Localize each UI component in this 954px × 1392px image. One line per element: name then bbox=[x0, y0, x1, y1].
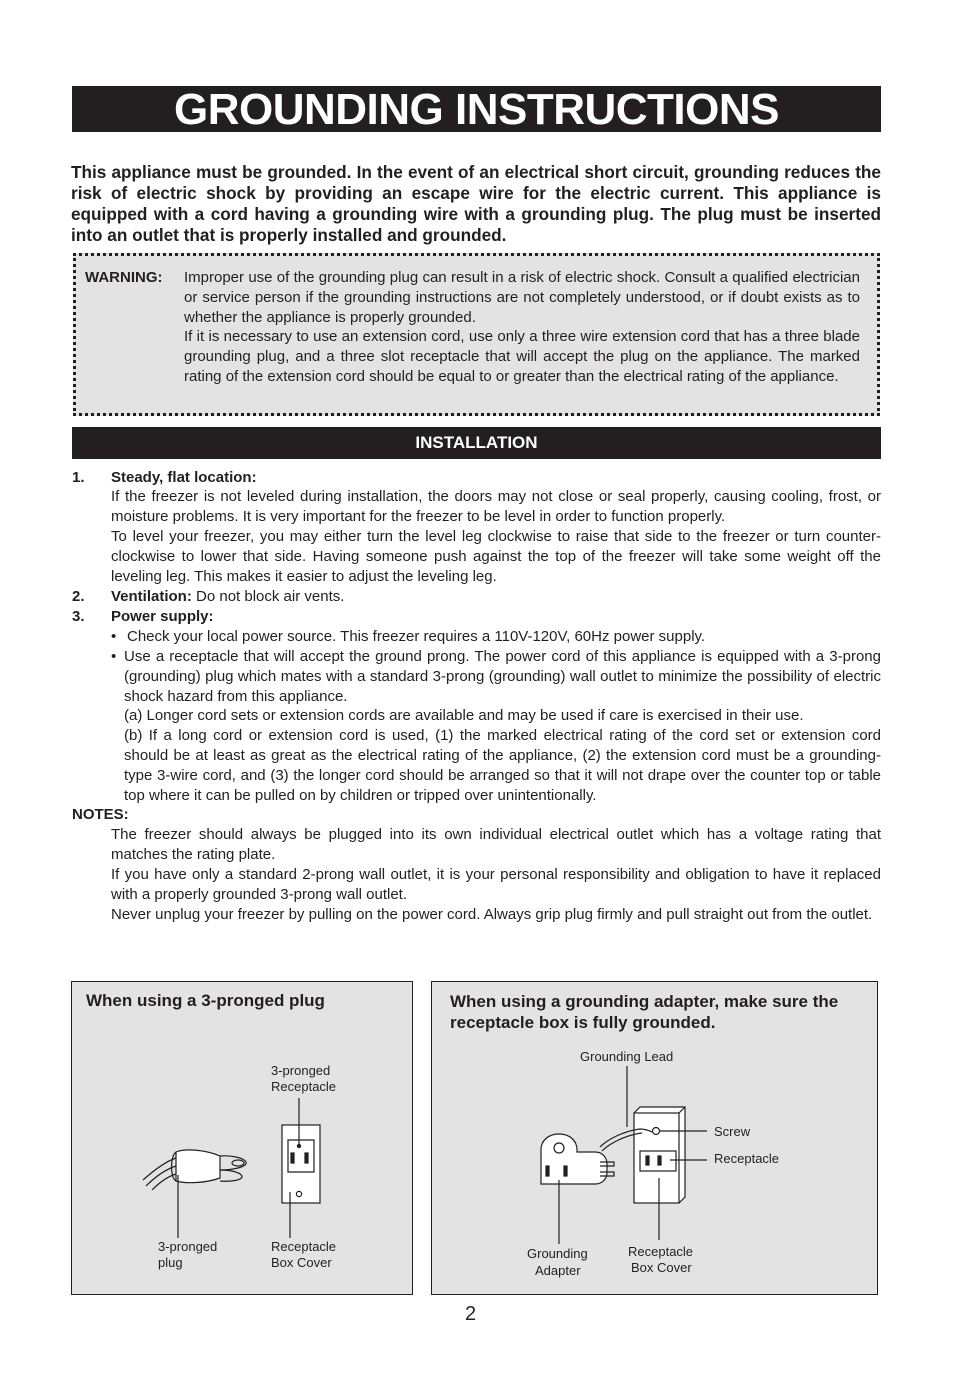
item-2-text: Do not block air vents. bbox=[191, 588, 345, 605]
bullet-2-marker: • bbox=[111, 648, 117, 665]
note-3: Never unplug your freezer by pulling on the power cord. Always grip plug firmly and pull straight out from the outlet. bbox=[111, 906, 873, 923]
diagram-right-title-line-1: When using a grounding adapter, make sure the bbox=[450, 992, 839, 1011]
label-left-cover-line-1: Receptacle bbox=[271, 1239, 337, 1254]
item-1-text-2: To level your freezer, you may either turn the level leg clockwise to raise that side to the freezer or turn counter-clockwise to lower that side. Having someone push against the top of the freezer will take some weight off the leveling leg. This makes it easier to adjust the leveling leg. bbox=[111, 528, 881, 585]
label-plug-line-1: 3-pronged bbox=[158, 1239, 218, 1254]
box-screw bbox=[653, 1128, 660, 1135]
label-receptacle-line-1: 3-pronged bbox=[271, 1063, 331, 1078]
item-3-heading: Power supply: bbox=[111, 608, 214, 625]
warning-paragraph-2: If it is necessary to use an extension cord, use only a three wire extension cord that has a three blade grounding plug, and a three slot receptacle that will accept the plug on the appliance. The marked rating of the extension cord should be equal to or greater than the electrical rating of the appliance. bbox=[184, 328, 860, 385]
box-receptacle-slot-right bbox=[658, 1156, 661, 1165]
note-2: If you have only a standard 2-prong wall outlet, it is your personal responsibility and obligation to have it replaced with a properly grounded 3-prong wall outlet. bbox=[111, 866, 881, 903]
label-plug-line-2: plug bbox=[158, 1255, 183, 1270]
note-1: The freezer should always be plugged into its own individual electrical outlet which has a voltage rating that matches the rating plate. bbox=[111, 826, 881, 863]
adapter-body-shape bbox=[541, 1134, 607, 1184]
box-receptacle-slot-left bbox=[646, 1156, 649, 1165]
label-receptacle-right: Receptacle bbox=[714, 1151, 780, 1166]
diagram-left-title: When using a 3-pronged plug bbox=[86, 991, 325, 1010]
item-2-number: 2. bbox=[72, 588, 85, 605]
page-number: 2 bbox=[465, 1303, 477, 1325]
label-adapter-line-1: Grounding bbox=[527, 1246, 588, 1261]
label-adapter-line-2: Adapter bbox=[535, 1263, 581, 1278]
item-1-text-1: If the freezer is not leveled during installation, the doors may not close or seal properly, causing cooling, frost, or moisture problems. It is very important for the freezer to be level in order to function properly. bbox=[111, 488, 881, 525]
label-receptacle-line-2: Receptacle bbox=[271, 1079, 337, 1094]
installation-heading: INSTALLATION bbox=[72, 427, 881, 459]
adapter-slot-left bbox=[546, 1166, 549, 1176]
bullet-2-text: Use a receptacle that will accept the ground prong. The power cord of this appliance is equipped with a 3-prong (grounding) plug which mates with a standard 3-prong (grounding) wall outlet to minimize the possibility of electric shock hazard from this appliance. bbox=[124, 648, 881, 705]
bullet-1-text: Check your local power source. This freezer requires a 110V-120V, 60Hz power supply. bbox=[127, 628, 706, 645]
notes-heading: NOTES: bbox=[72, 806, 129, 823]
sub-item-a: (a) Longer cord sets or extension cords are available and may be used if care is exercised in their use. bbox=[124, 707, 804, 724]
page-title: GROUNDING INSTRUCTIONS bbox=[72, 86, 881, 132]
label-right-cover-line-2: Box Cover bbox=[631, 1260, 692, 1275]
diagram-right-title-line-2: receptacle box is fully grounded. bbox=[450, 1013, 716, 1032]
label-left-cover-line-2: Box Cover bbox=[271, 1255, 332, 1270]
label-right-cover-line-1: Receptacle bbox=[628, 1244, 694, 1259]
item-1-number: 1. bbox=[72, 469, 85, 486]
sub-item-b: (b) If a long cord or extension cord is used, (1) the marked electrical rating of the cord set or extension cord should be at least as great as the electrical rating of the appliance, (2) the extension cord must be a grounding-type 3-wire cord, and (3) the longer cord should be arranged so that it will not drape over the counter top or table top where it can be pulled on by children or tripped over unintentionally. bbox=[124, 727, 881, 804]
item-3-number: 3. bbox=[72, 608, 85, 625]
item-2-heading: Ventilation: bbox=[111, 588, 192, 605]
adapter-slot-right bbox=[564, 1166, 567, 1176]
adapter-ring bbox=[554, 1143, 564, 1153]
label-screw: Screw bbox=[714, 1124, 751, 1139]
label-grounding-lead: Grounding Lead bbox=[580, 1049, 674, 1064]
item-1-heading: Steady, flat location: bbox=[111, 469, 257, 486]
warning-paragraph-1: Improper use of the grounding plug can result in a risk of electric shock. Consult a qualified electrician or service person if the grounding instructions are not completely understood, or if doubt exists as to whether the appliance is properly grounded. bbox=[184, 269, 860, 326]
bullet-1-marker: • bbox=[111, 628, 117, 645]
warning-label: WARNING: bbox=[85, 269, 163, 286]
intro-paragraph: This appliance must be grounded. In the event of an electrical short circuit, grounding reduces the risk of electric shock by providing an escape wire for the electric current. This appliance is equipped with a cord having a grounding wire with a grounding plug. The plug must be inserted into an outlet that is properly installed and grounded. bbox=[71, 162, 881, 245]
